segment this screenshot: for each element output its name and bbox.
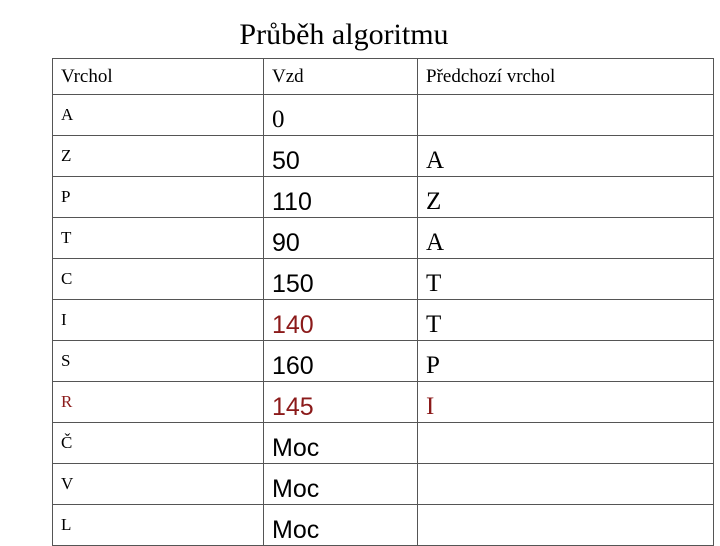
cell-previous-vertex: I	[418, 382, 714, 423]
cell-distance: 140	[264, 300, 418, 341]
cell-previous-vertex: P	[418, 341, 714, 382]
table-header-row	[53, 59, 714, 95]
cell-vertex: T	[53, 218, 264, 259]
cell-vertex: Z	[53, 136, 264, 177]
cell-distance: 150	[264, 259, 418, 300]
cell-vertex: S	[53, 341, 264, 382]
cell-vertex: C	[53, 259, 264, 300]
header-previous-vertex: Předchozí vrchol	[418, 59, 714, 95]
cell-previous-vertex	[418, 505, 714, 546]
cell-vertex: A	[53, 95, 264, 136]
cell-previous-vertex: T	[418, 259, 714, 300]
cell-distance: 90	[264, 218, 418, 259]
cell-vertex: V	[53, 464, 264, 505]
table-row	[53, 464, 714, 505]
table-row	[53, 95, 714, 136]
cell-distance: 160	[264, 341, 418, 382]
cell-distance: 0	[264, 95, 418, 136]
cell-vertex: P	[53, 177, 264, 218]
table-row	[53, 341, 714, 382]
cell-distance: Moc	[264, 464, 418, 505]
cell-distance: Moc	[264, 505, 418, 546]
table-row	[53, 218, 714, 259]
table-row	[53, 423, 714, 464]
cell-previous-vertex	[418, 464, 714, 505]
cell-distance: 50	[264, 136, 418, 177]
cell-distance: 110	[264, 177, 418, 218]
cell-previous-vertex: A	[418, 136, 714, 177]
header-distance: Vzd	[264, 59, 418, 95]
table-row	[53, 382, 714, 423]
cell-previous-vertex: T	[418, 300, 714, 341]
table-row	[53, 177, 714, 218]
cell-previous-vertex	[418, 95, 714, 136]
cell-previous-vertex: Z	[418, 177, 714, 218]
table-row	[53, 136, 714, 177]
cell-distance: Moc	[264, 423, 418, 464]
table-row	[53, 300, 714, 341]
table-row	[53, 259, 714, 300]
cell-previous-vertex	[418, 423, 714, 464]
header-vertex: Vrchol	[53, 59, 264, 95]
page-title: Průběh algoritmu	[239, 18, 449, 51]
cell-vertex: Č	[53, 423, 264, 464]
cell-previous-vertex: A	[418, 218, 714, 259]
cell-vertex: L	[53, 505, 264, 546]
cell-vertex: R	[53, 382, 264, 423]
cell-vertex: I	[53, 300, 264, 341]
cell-distance: 145	[264, 382, 418, 423]
table-row	[53, 505, 714, 546]
algorithm-table	[52, 58, 714, 546]
